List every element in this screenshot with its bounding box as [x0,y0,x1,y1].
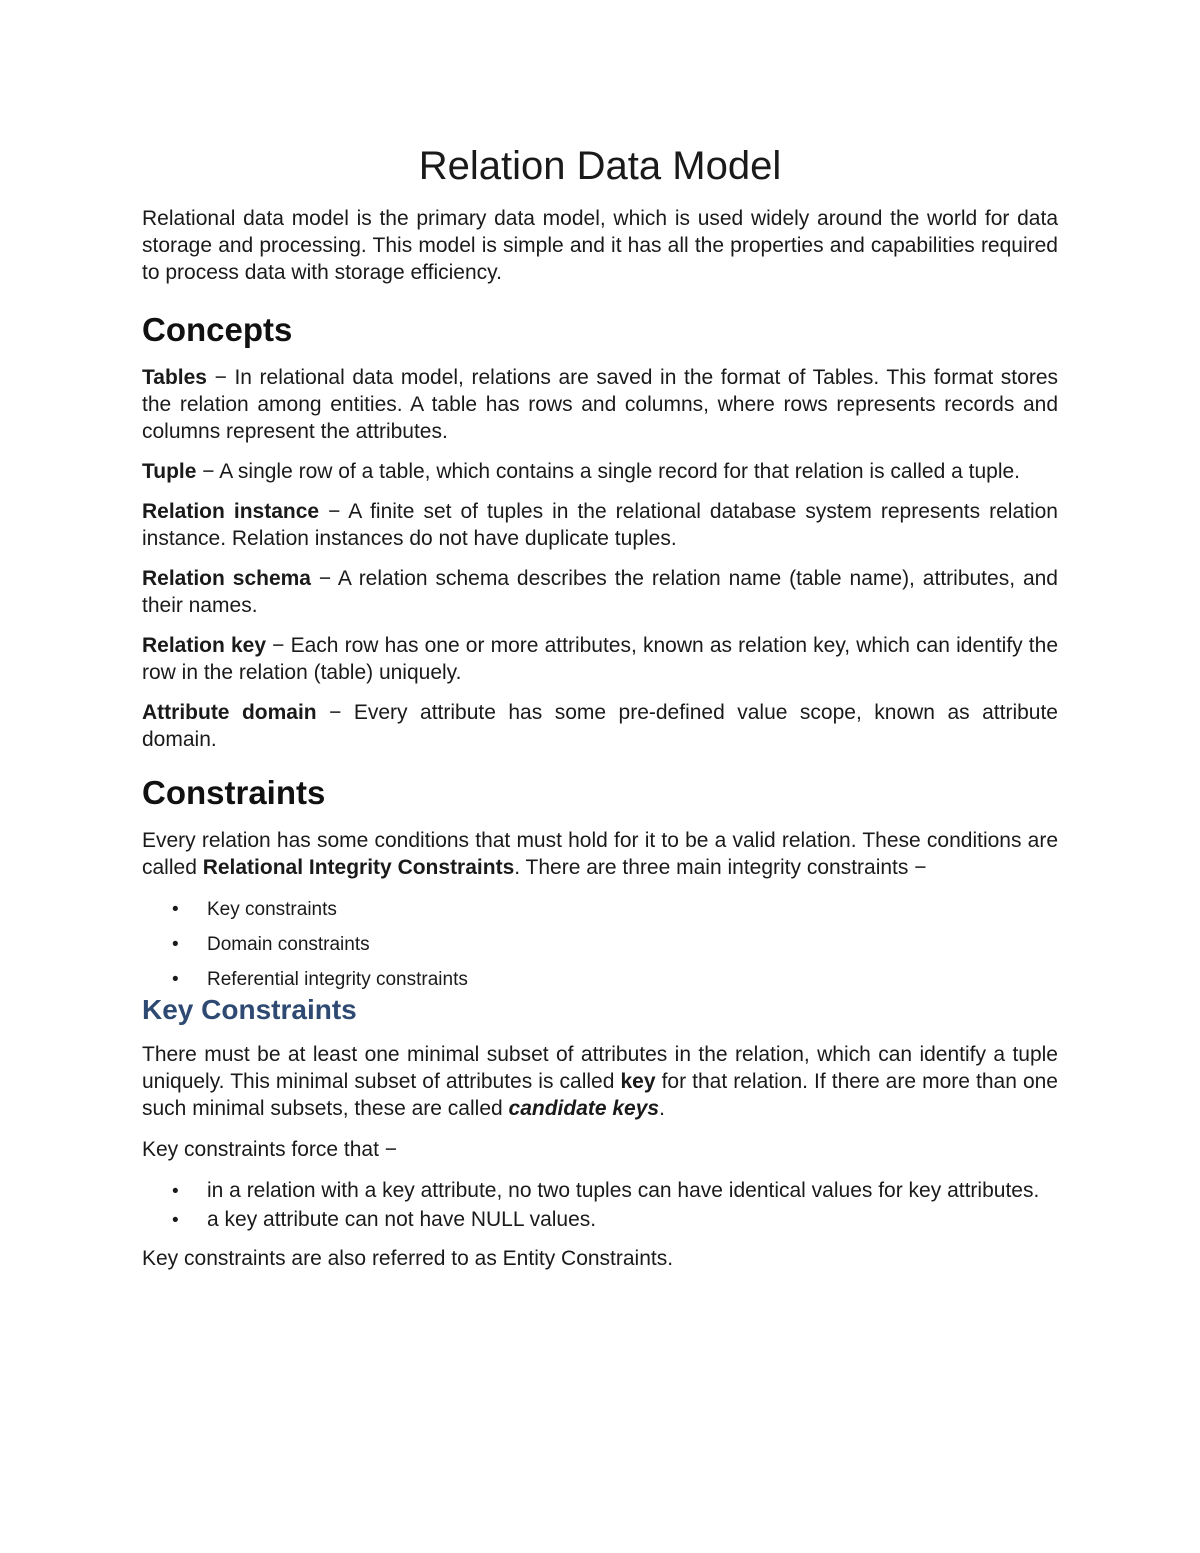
concept-term: Relation instance [142,500,320,523]
concept-definition: − Every attribute has some pre-defined value scope, known as attribute domain. [142,701,1058,751]
concept-relation-key [142,632,1058,686]
list-item [142,1206,1058,1233]
bullet-icon: • [172,969,179,990]
key-constraints-heading: Key Constraints [142,994,357,1025]
concept-term: Attribute domain [142,701,317,724]
constraints-intro-text-end: . There are three main integrity constraints − [514,856,927,879]
concept-term: Relation schema [142,567,311,590]
concept-definition: − Each row has one or more attributes, known as relation key, which can identify the row in the relation (table) uniquely. [142,634,1058,684]
constraints-intro-bold: Relational Integrity Constraints [202,856,515,879]
constraint-types-list [142,898,1058,991]
list-item [142,933,1058,956]
concept-attribute-domain [142,699,1058,753]
concept-relation-schema [142,565,1058,619]
key-force-list [142,1177,1058,1233]
list-item [142,1177,1058,1204]
concept-relation-instance [142,498,1058,552]
concept-term: Tuple [142,460,197,483]
force-intro: Key constraints force that − [142,1138,398,1161]
key-para-text-2: for that relation. If there are more than one such minimal subsets, these are called [142,1070,1058,1120]
list-item [142,898,1058,921]
constraints-intro-paragraph [142,827,1058,881]
list-item-label: Domain constraints [207,934,370,955]
concept-term: Relation key [142,634,267,657]
concept-tuple [142,458,1058,485]
document-page [142,0,1058,1272]
closing-paragraph: Key constraints are also referred to as Entity Constraints. [142,1247,674,1270]
concept-term: Tables [142,366,207,389]
list-item-label: in a relation with a key attribute, no two tuples can have identical values for key attributes. [207,1179,1040,1202]
concept-tables [142,364,1058,445]
list-item [142,968,1058,991]
key-para-text: There must be at least one minimal subset of attributes in the relation, which can identify a tuple uniquely. This minimal subset of attributes is called [142,1043,1058,1093]
constraints-intro-text: Every relation has some conditions that must hold for it to be a valid relation. These conditions are called [142,829,1058,879]
bullet-icon: • [172,934,179,955]
bullet-icon: • [172,1181,179,1202]
key-para-end: . [659,1097,665,1120]
bullet-icon: • [172,1210,179,1231]
constraints-heading: Constraints [142,774,326,811]
concept-definition: − A single row of a table, which contains a single record for that relation is called a tuple. [196,460,1021,483]
list-item-label: a key attribute can not have NULL values. [207,1208,597,1231]
key-constraints-paragraph [142,1041,1058,1122]
concept-definition: − A finite set of tuples in the relational database system represents relation instance. Relation instances do not have duplicate tuples. [142,500,1058,550]
bullet-icon: • [172,899,179,920]
concepts-heading: Concepts [142,311,293,348]
page-title: Relation Data Model [418,144,782,188]
candidate-keys-term: candidate keys [508,1097,660,1120]
concept-definition: − A relation schema describes the relation name (table name), attributes, and their names. [142,567,1058,617]
key-term: key [620,1070,656,1093]
intro-paragraph: Relational data model is the primary data model, which is used widely around the world for data storage and processing. This model is simple and it has all the properties and capabilities required to process data with storage efficiency. [142,207,1058,284]
list-item-label: Key constraints [207,899,337,920]
list-item-label: Referential integrity constraints [207,969,468,990]
concept-definition: − In relational data model, relations are saved in the format of Tables. This format stores the relation among entities. A table has rows and columns, where rows represents records and columns represent the attributes. [142,366,1058,443]
